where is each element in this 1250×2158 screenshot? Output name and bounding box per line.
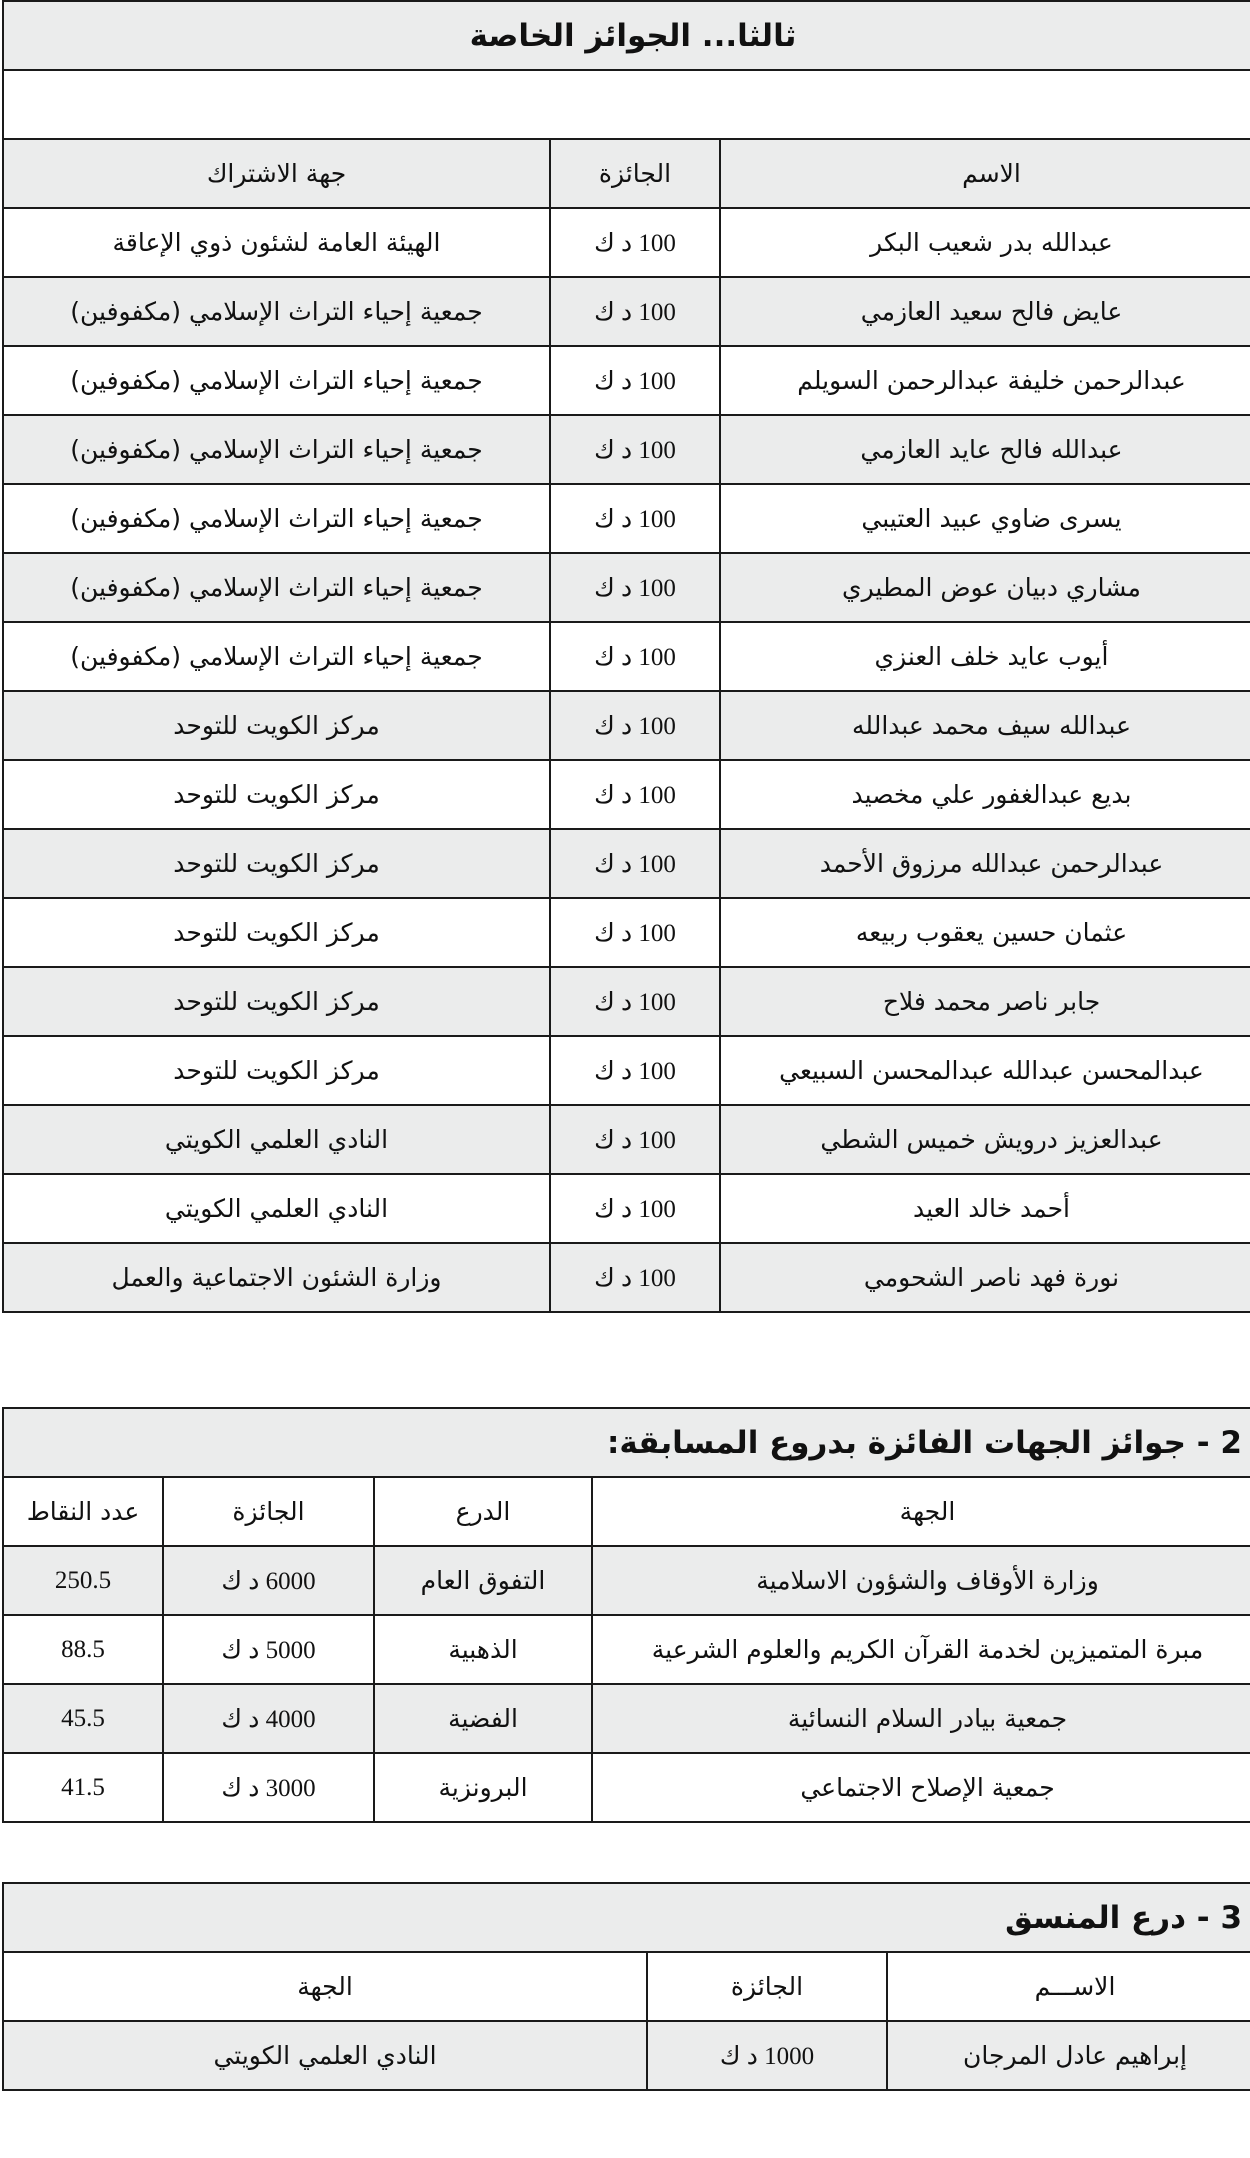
cell-name: عبدالمحسن عبدالله عبدالمحسن السبيعي xyxy=(720,1036,1250,1105)
shield-winners-table xyxy=(2,1407,1250,1823)
cell-prize: 100 د ك xyxy=(550,1105,720,1174)
table-row xyxy=(3,1615,1250,1684)
section-title: ثالثا... الجوائز الخاصة xyxy=(3,1,1250,70)
cell-points: 45.5 xyxy=(3,1684,163,1753)
cell-shield: الفضية xyxy=(374,1684,592,1753)
cell-prize: 1000 د ك xyxy=(647,2021,887,2090)
table-row xyxy=(3,691,1250,760)
header-name: الاســـم xyxy=(887,1952,1250,2021)
cell-prize: 100 د ك xyxy=(550,898,720,967)
table-row xyxy=(3,2021,1250,2090)
header-entity: الجهة xyxy=(592,1477,1250,1546)
table-row xyxy=(3,967,1250,1036)
header-row xyxy=(3,139,1250,208)
header-prize: الجائزة xyxy=(647,1952,887,2021)
table-row xyxy=(3,346,1250,415)
header-entity: الجهة xyxy=(3,1952,647,2021)
cell-entity: الهيئة العامة لشئون ذوي الإعاقة xyxy=(3,208,550,277)
cell-name: مشاري دبيان عوض المطيري xyxy=(720,553,1250,622)
header-prize: الجائزة xyxy=(163,1477,374,1546)
cell-entity: جمعية إحياء التراث الإسلامي (مكفوفين) xyxy=(3,415,550,484)
cell-shield: الذهبية xyxy=(374,1615,592,1684)
cell-shield: البرونزية xyxy=(374,1753,592,1822)
blank-row xyxy=(3,70,1250,139)
table-row xyxy=(3,415,1250,484)
table-row xyxy=(3,622,1250,691)
header-shield: الدرع xyxy=(374,1477,592,1546)
table-row xyxy=(3,553,1250,622)
cell-entity: جمعية إحياء التراث الإسلامي (مكفوفين) xyxy=(3,277,550,346)
table-row xyxy=(3,898,1250,967)
cell-name: جابر ناصر محمد فلاح xyxy=(720,967,1250,1036)
section-title-row xyxy=(3,1883,1250,1952)
cell-prize: 100 د ك xyxy=(550,277,720,346)
header-points: عدد النقاط xyxy=(3,1477,163,1546)
cell-entity: النادي العلمي الكويتي xyxy=(3,1105,550,1174)
cell-name: نورة فهد ناصر الشحومي xyxy=(720,1243,1250,1312)
special-prizes-table xyxy=(2,0,1250,1313)
table-row xyxy=(3,760,1250,829)
cell-name: عبدالله سيف محمد عبدالله xyxy=(720,691,1250,760)
cell-prize: 100 د ك xyxy=(550,415,720,484)
cell-name: عايض فالح سعيد العازمي xyxy=(720,277,1250,346)
header-entity: جهة الاشتراك xyxy=(3,139,550,208)
table-row xyxy=(3,1753,1250,1822)
cell-entity: النادي العلمي الكويتي xyxy=(3,1174,550,1243)
cell-prize: 6000 د ك xyxy=(163,1546,374,1615)
table-row xyxy=(3,1036,1250,1105)
table-row xyxy=(3,484,1250,553)
cell-prize: 100 د ك xyxy=(550,622,720,691)
cell-points: 41.5 xyxy=(3,1753,163,1822)
section-title: 3 - درع المنسق xyxy=(3,1883,1250,1952)
cell-name: عبدالرحمن عبدالله مرزوق الأحمد xyxy=(720,829,1250,898)
cell-prize: 100 د ك xyxy=(550,967,720,1036)
cell-entity: جمعية إحياء التراث الإسلامي (مكفوفين) xyxy=(3,346,550,415)
section-title: 2 - جوائز الجهات الفائزة بدروع المسابقة: xyxy=(3,1408,1250,1477)
cell-entity: مركز الكويت للتوحد xyxy=(3,829,550,898)
cell-prize: 100 د ك xyxy=(550,829,720,898)
cell-entity: مركز الكويت للتوحد xyxy=(3,1036,550,1105)
cell-entity: مركز الكويت للتوحد xyxy=(3,967,550,1036)
cell-prize: 100 د ك xyxy=(550,1174,720,1243)
table-row xyxy=(3,208,1250,277)
cell-prize: 100 د ك xyxy=(550,1036,720,1105)
table-row xyxy=(3,1105,1250,1174)
section-title-row xyxy=(3,1,1250,70)
cell-prize: 5000 د ك xyxy=(163,1615,374,1684)
cell-prize: 100 د ك xyxy=(550,484,720,553)
cell-points: 88.5 xyxy=(3,1615,163,1684)
table-row xyxy=(3,1174,1250,1243)
section-title-row xyxy=(3,1408,1250,1477)
cell-points: 250.5 xyxy=(3,1546,163,1615)
table-row xyxy=(3,1243,1250,1312)
cell-name: عثمان حسين يعقوب ربيعه xyxy=(720,898,1250,967)
cell-entity: جمعية إحياء التراث الإسلامي (مكفوفين) xyxy=(3,553,550,622)
cell-prize: 100 د ك xyxy=(550,346,720,415)
cell-entity: مركز الكويت للتوحد xyxy=(3,691,550,760)
header-prize: الجائزة xyxy=(550,139,720,208)
cell-name: بديع عبدالغفور علي مخصيد xyxy=(720,760,1250,829)
coordinator-shield-table xyxy=(2,1882,1250,2091)
cell-prize: 3000 د ك xyxy=(163,1753,374,1822)
header-name: الاسم xyxy=(720,139,1250,208)
table-row xyxy=(3,829,1250,898)
cell-prize: 100 د ك xyxy=(550,553,720,622)
cell-name: عبدالله فالح عايد العازمي xyxy=(720,415,1250,484)
cell-entity: جمعية إحياء التراث الإسلامي (مكفوفين) xyxy=(3,484,550,553)
cell-entity: جمعية إحياء التراث الإسلامي (مكفوفين) xyxy=(3,622,550,691)
table-row xyxy=(3,277,1250,346)
cell-name: عبدالله بدر شعيب البكر xyxy=(720,208,1250,277)
cell-entity: وزارة الشئون الاجتماعية والعمل xyxy=(3,1243,550,1312)
cell-name: أحمد خالد العيد xyxy=(720,1174,1250,1243)
header-row xyxy=(3,1952,1250,2021)
table-row xyxy=(3,1546,1250,1615)
cell-name: عبدالعزيز درويش خميس الشطي xyxy=(720,1105,1250,1174)
cell-name: إبراهيم عادل المرجان xyxy=(887,2021,1250,2090)
cell-entity: النادي العلمي الكويتي xyxy=(3,2021,647,2090)
cell-name: يسرى ضاوي عبيد العتيبي xyxy=(720,484,1250,553)
cell-prize: 4000 د ك xyxy=(163,1684,374,1753)
cell-shield: التفوق العام xyxy=(374,1546,592,1615)
cell-entity: جمعية الإصلاح الاجتماعي xyxy=(592,1753,1250,1822)
cell-prize: 100 د ك xyxy=(550,208,720,277)
cell-name: أيوب عايد خلف العنزي xyxy=(720,622,1250,691)
header-row xyxy=(3,1477,1250,1546)
cell-entity: مبرة المتميزين لخدمة القرآن الكريم والعلوم الشرعية xyxy=(592,1615,1250,1684)
cell-prize: 100 د ك xyxy=(550,760,720,829)
cell-entity: وزارة الأوقاف والشؤون الاسلامية xyxy=(592,1546,1250,1615)
cell-entity: مركز الكويت للتوحد xyxy=(3,760,550,829)
cell-entity: مركز الكويت للتوحد xyxy=(3,898,550,967)
cell-entity: جمعية بيادر السلام النسائية xyxy=(592,1684,1250,1753)
cell-prize: 100 د ك xyxy=(550,691,720,760)
cell-prize: 100 د ك xyxy=(550,1243,720,1312)
table-row xyxy=(3,1684,1250,1753)
cell-name: عبدالرحمن خليفة عبدالرحمن السويلم xyxy=(720,346,1250,415)
